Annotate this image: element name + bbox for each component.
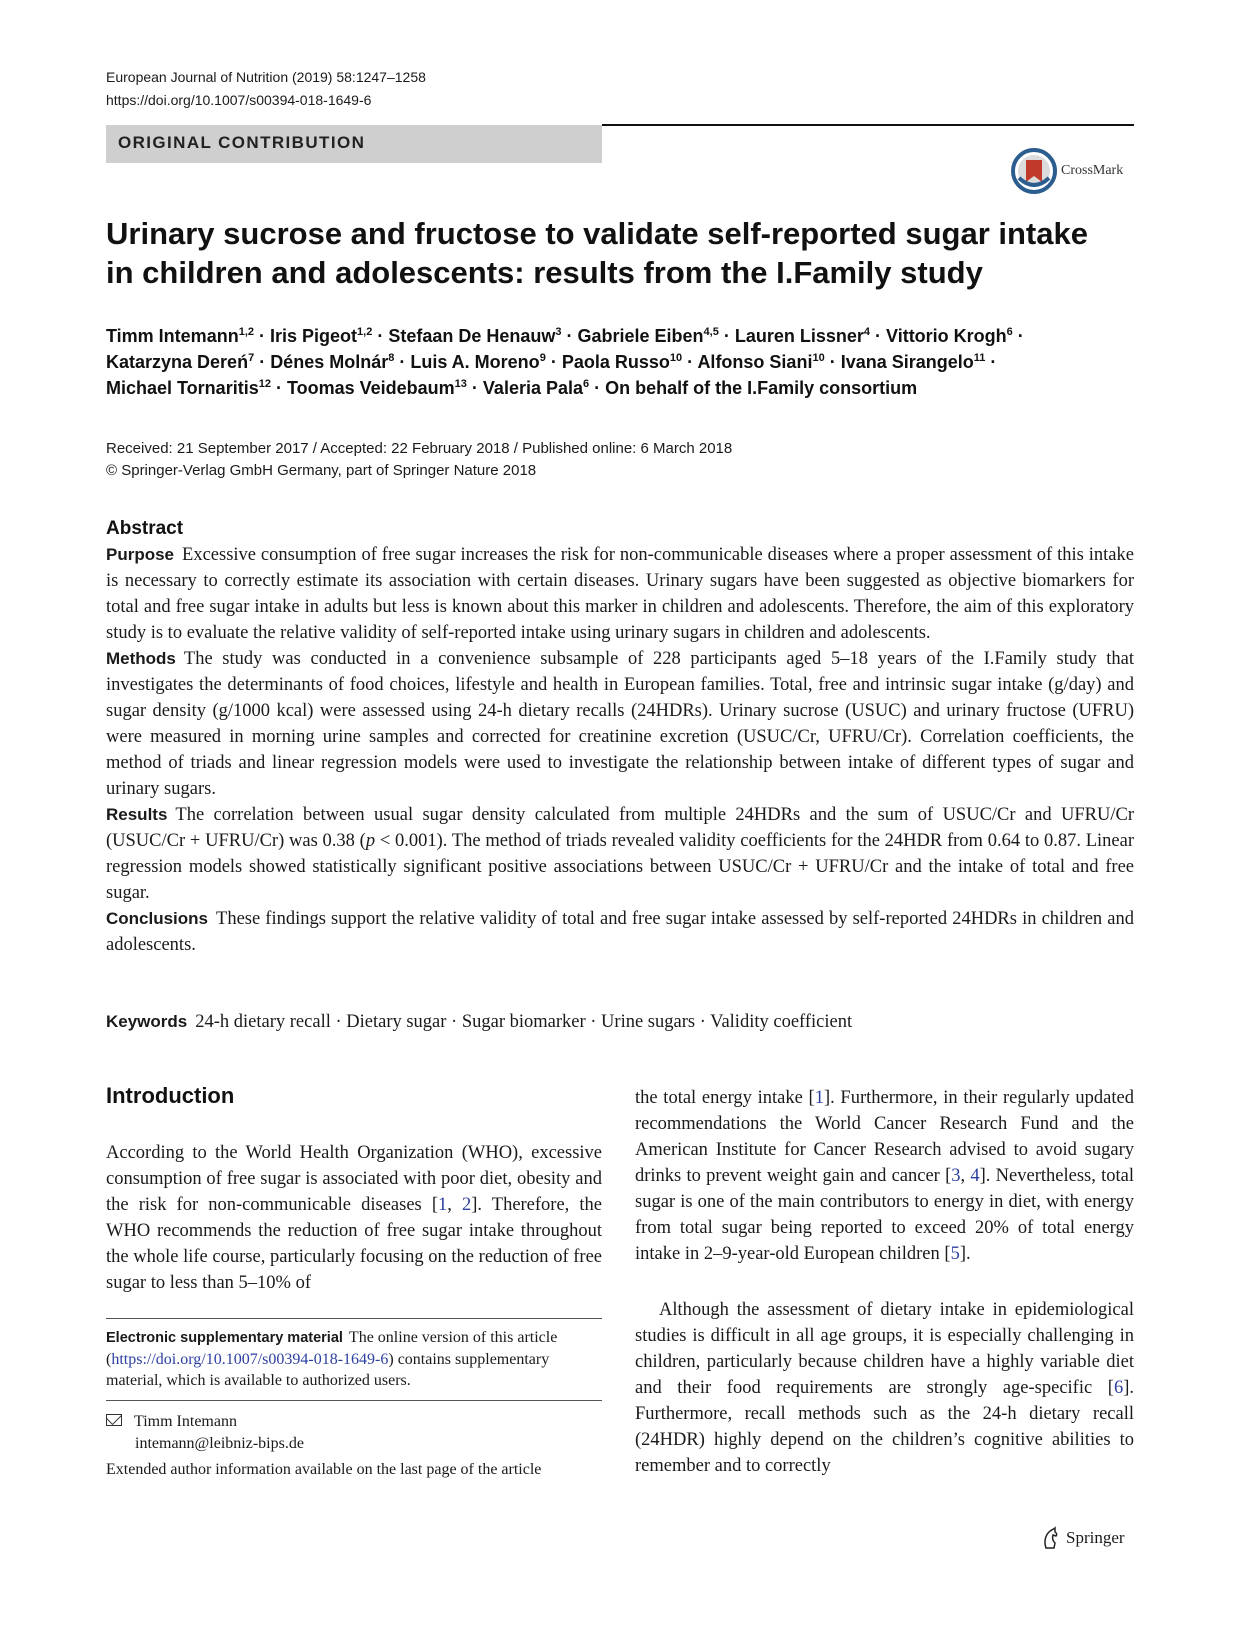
publisher-logo [1040,1526,1125,1550]
author-list [106,323,1146,401]
abstract-conclusions [106,906,1134,958]
author-affiliation: 10 [812,352,825,364]
copyright-line: © Springer-Verlag GmbH Germany, part of Springer Nature 2018 [106,462,537,479]
author-name[interactable]: Alfonso Siani [697,352,813,372]
contact-email[interactable]: intemann@leibniz-bips.de [135,1435,304,1452]
footnote-rule [106,1318,602,1319]
intro-right-paragraph [635,1085,1134,1267]
purpose-label: Purpose [106,545,175,564]
author-name[interactable]: Timm Intemann [106,326,239,346]
author-affiliation: 8 [388,352,395,364]
title-line-1: Urinary sucrose and fructose to validate self-reported sugar intake [106,216,1088,251]
author-name[interactable]: Dénes Molnár [270,352,389,372]
results-label: Results [106,805,168,824]
author-affiliation: 4,5 [703,326,719,338]
author-name[interactable]: Lauren Lissner [734,326,864,346]
title-line-2: in children and adolescents: results from the I.Family study [106,255,983,290]
author-affiliation: 11 [973,352,986,364]
author-affiliation: 1,2 [357,326,373,338]
keywords [106,1009,852,1035]
top-rule [602,124,1134,126]
results-text-a: The correlation between usual sugar density calculated from multiple 24HDRs and the sum of USUC/Cr and UFRU/Cr (USUC/Cr + UFRU/Cr) was 0.38 ( [106,805,1134,851]
intro-text: ]. Furthermore, in their regularly updated recommendations the World Cancer Research Fund and the American Institute for Cancer Research advised to avoid sugary drinks to prevent weight gain and cancer [ [635,1088,1134,1186]
citation-link[interactable]: 1 [438,1195,448,1215]
author-line-1: Timm Intemann$^{1,2}$ · Iris Pigeot$^{1,2}$ · Stefaan De Henauw$^3$ · Gabriele Eiben$^{4,5}$ · Lauren Lissner$^4$ · Vittorio Krogh$^6$ · [106,326,1024,346]
author-name[interactable]: Vittorio Krogh [886,326,1007,346]
author-affiliation: 6 [583,378,590,390]
received-accepted-dates: Received: 21 September 2017 / Accepted: 22 February 2018 / Published online: 6 March 2018 [106,440,733,457]
journal-citation: European Journal of Nutrition (2019) 58:1247–1258 [106,69,426,85]
author-affiliation: 3 [555,326,562,338]
citation-separator: , [960,1166,971,1186]
citation-link[interactable]: 4 [970,1166,980,1186]
intro-text: According to the World Health Organization (WHO), excessive consumption of free sugar is associated with poor diet, obesity and the risk for non-communicable diseases [ [106,1143,602,1215]
citation-link[interactable]: 3 [951,1166,961,1186]
contact-name: Timm Intemann [134,1413,237,1430]
author-name[interactable]: Luis A. Moreno [410,352,540,372]
results-text-b: < 0.001). The method of triads revealed validity coefficients for the 24HDR from 0.64 to 0.87. Linear regression models showed statistically significant positive associations between USUC/Cr + UFRU/Cr and the intake of total and free sugar. [106,831,1134,903]
author-name[interactable]: Katarzyna Dereń [106,352,249,372]
author-name[interactable]: Stefaan De Henauw [388,326,556,346]
footnote-rule [106,1400,602,1401]
intro-text: ]. Nevertheless, total sugar is one of the main contributors to energy in diet, with energy from total sugar being reported to exceed 20% of total energy intake in 2–9-year-old European children [ [635,1166,1134,1264]
results-p-symbol: p [365,831,376,851]
publication-dates [106,438,732,482]
author-affiliation: 4 [863,326,871,338]
intro-text: ]. [959,1244,971,1264]
author-affiliation: 10 [669,352,683,364]
author-line-2: Katarzyna Dereń$^7$ · Dénes Molnár$^8$ · Luis A. Moreno$^9$ · Paola Russo$^{10}$ · Alfonso Siani$^{10}$ · Ivana Sirangelo$^{11}$ · [106,352,997,372]
journal-header [106,66,426,112]
section-label: ORIGINAL CONTRIBUTION [118,133,366,152]
author-affiliation: 12 [258,378,271,390]
author-name[interactable]: Iris Pigeot [270,326,358,346]
citation-link[interactable]: 1 [814,1088,824,1108]
crossmark-badge[interactable] [1011,148,1123,194]
purpose-text: Excessive consumption of free sugar increases the risk for non-communicable diseases where a proper assessment of this intake is necessary to correctly estimate its association with certain diseases. Urinary sugars have been suggested as objective biomarkers for total and free sugar intake in adults but less is known about this marker in children and adolescents. Therefore, the aim of this exploratory study is to evaluate the relative validity of self-reported intake using urinary sugars in children and adolescents. [106,545,1134,643]
conclusions-text: These findings support the relative validity of total and free sugar intake assessed by self-reported 24HDRs in children and adolescents. [106,909,1134,955]
intro-text: the total energy intake [ [635,1088,815,1108]
citation-link[interactable]: 2 [461,1195,472,1215]
intro-left-paragraph [106,1140,602,1296]
intro-text: ]. Furthermore, recall methods such as the 24-h dietary recall (24HDR) highly depend on the children’s cognitive abilities to remember and to correctly [635,1378,1134,1476]
author-affiliation: 13 [454,378,467,390]
intro-right-paragraph-2 [635,1297,1134,1479]
extended-author-note: Extended author information available on the last page of the article [106,1461,542,1478]
springer-horse-icon [1040,1526,1060,1550]
keywords-text: 24-h dietary recall · Dietary sugar · Sugar biomarker · Urine sugars · Validity coefficient [195,1012,853,1032]
author-name[interactable]: Ivana Sirangelo [840,352,974,372]
abstract-methods [106,646,1134,802]
author-affiliation: 1,2 [238,326,254,338]
esm-doi-link[interactable]: https://doi.org/10.1007/s00394-018-1649-6 [111,1351,389,1368]
abstract-results [106,802,1134,906]
abstract-heading: Abstract [106,518,184,539]
corresponding-author [106,1411,304,1455]
esm-label: Electronic supplementary material [106,1330,343,1346]
abstract-purpose [106,542,1134,646]
methods-label: Methods [106,649,176,668]
crossmark-label: CrossMark [1061,163,1124,178]
author-affiliation: 7 [248,352,255,364]
esm-text-a: The online version of this article ( [106,1329,558,1368]
publisher-name: Springer [1066,1528,1125,1547]
citation-link[interactable]: 6 [1113,1378,1124,1398]
abstract [106,518,1134,958]
author-affiliation: 9 [539,352,546,364]
crossmark-icon [1011,148,1057,194]
citation-link[interactable]: 5 [950,1244,960,1264]
keywords-label: Keywords [106,1012,188,1031]
citation-separator: , [447,1195,462,1215]
author-name: On behalf of the I.Family consortium [605,378,918,398]
author-name[interactable]: Michael Tornaritis [106,378,259,398]
author-line-3: Michael Tornaritis$^{12}$ · Toomas Veidebaum$^{13}$ · Valeria Pala$^6$ · On behalf of the I.Family consortium [106,378,918,398]
author-name[interactable]: Gabriele Eiben [577,326,704,346]
intro-text: ]. Therefore, the WHO recommends the reduction of free sugar intake throughout the whole life course, particularly focusing on the reduction of free sugar to less than 5–10% of [106,1195,602,1293]
author-name[interactable]: Toomas Veidebaum [286,378,455,398]
author-affiliation: 6 [1006,326,1013,338]
author-name[interactable]: Paola Russo [561,352,670,372]
article-title [106,214,1106,292]
esm-text-b: ) contains supplementary material, which is available to authorized users. [106,1351,550,1389]
supplementary-note [106,1327,602,1391]
intro-text: Although the assessment of dietary intake in epidemiological studies is difficult in all age groups, it is especially challenging in children, particularly because children have a highly variable diet and their food requirements are strongly age-specific [ [635,1300,1134,1398]
mail-icon [106,1414,122,1426]
author-name[interactable]: Valeria Pala [482,378,584,398]
journal-doi[interactable]: https://doi.org/10.1007/s00394-018-1649-6 [106,92,372,108]
introduction-heading: Introduction [106,1083,235,1108]
conclusions-label: Conclusions [106,909,209,928]
methods-text: The study was conducted in a convenience subsample of 228 participants aged 5–18 years of the I.Family study that investigates the determinants of food choices, lifestyle and health in European families. Total, free and intrinsic sugar intake (g/day) and sugar density (g/1000 kcal) were assessed using 24-h dietary recalls (24HDRs). Urinary sucrose (USUC) and urinary fructose (UFRU) were measured in morning urine samples and corrected for creatinine excretion (USUC/Cr, UFRU/Cr). Correlation coefficients, the method of triads and linear regression models were used to investigate the relationship between intake of different types of sugar and urinary sugars. [106,649,1134,799]
